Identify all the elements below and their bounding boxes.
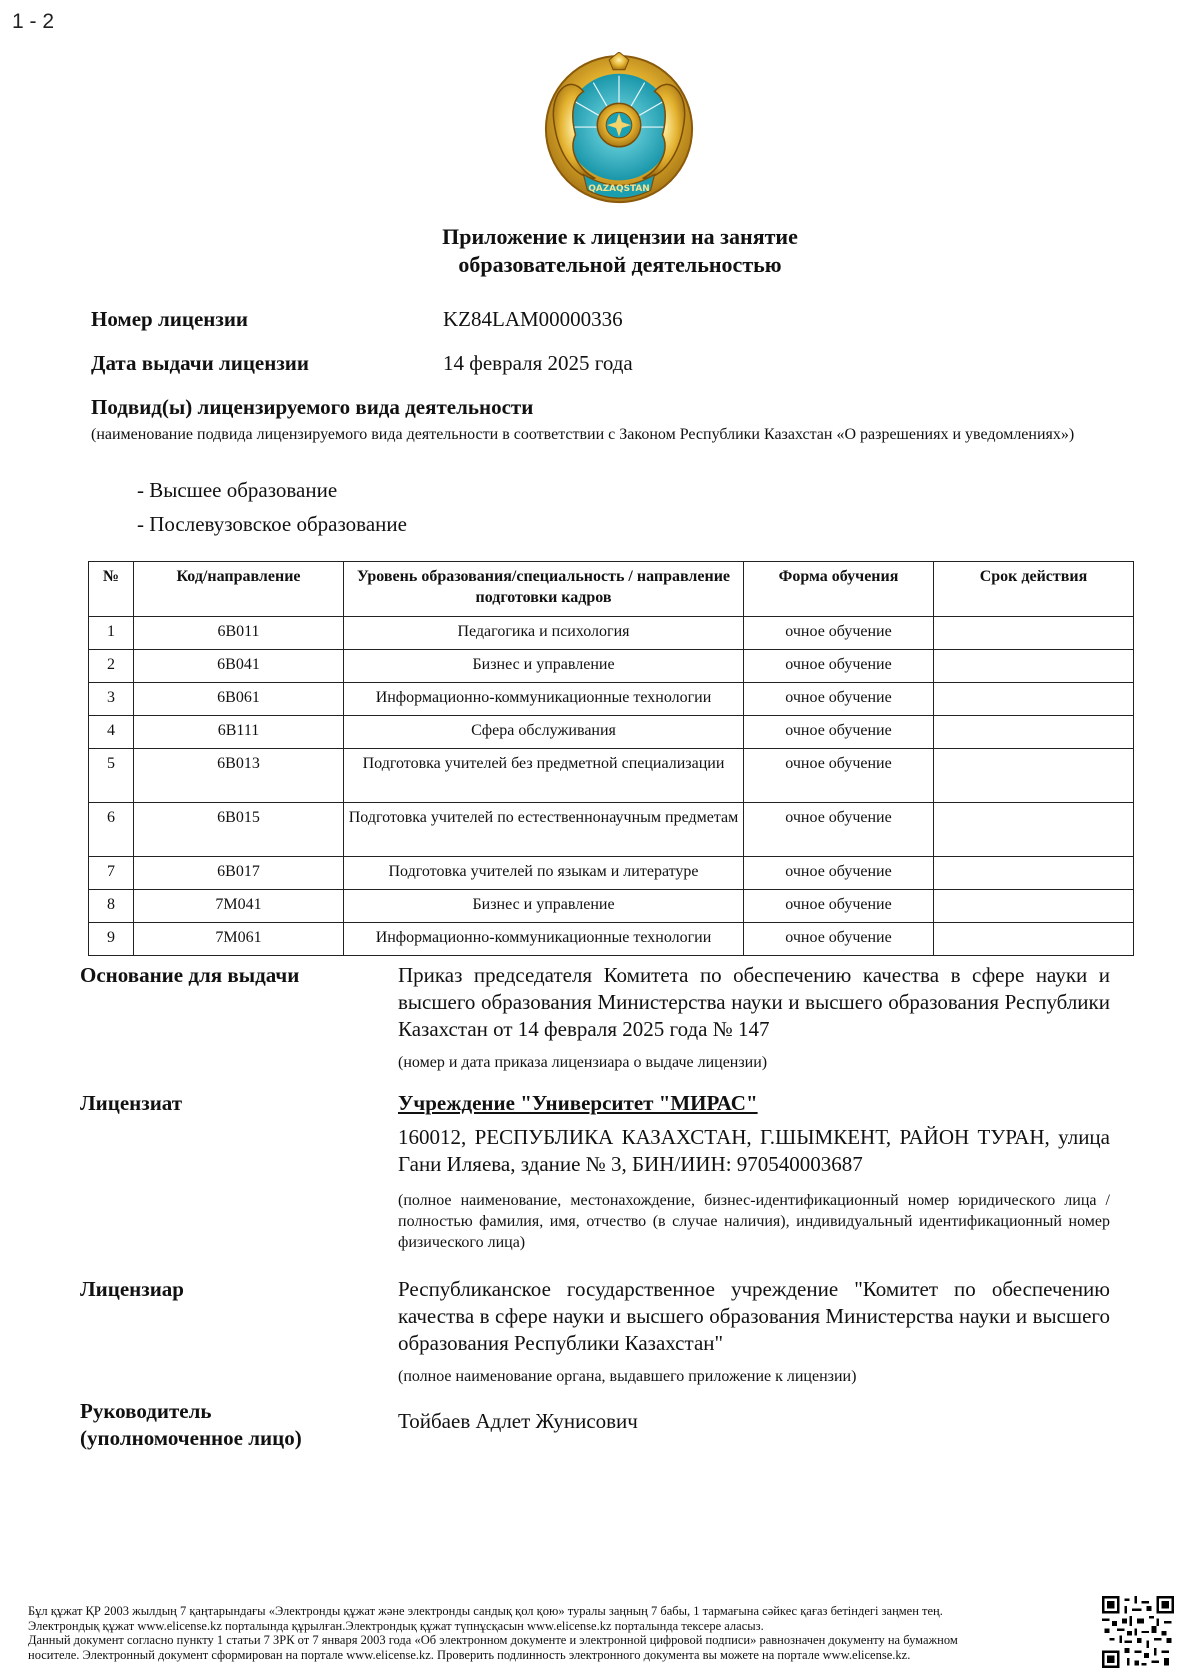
row-specialty: Подготовка учителей по языкам и литературе — [344, 857, 744, 890]
row-term — [934, 650, 1134, 683]
state-emblem-icon — [540, 52, 698, 210]
row-term — [934, 803, 1134, 857]
row-specialty: Информационно-коммуникационные технологии — [344, 923, 744, 956]
row-code: 6B015 — [134, 803, 344, 857]
row-code: 6B111 — [134, 716, 344, 749]
footer-disclaimer — [28, 1604, 1088, 1662]
row-term — [934, 617, 1134, 650]
row-number: 9 — [89, 923, 134, 956]
licensee-note: (полное наименование, местонахождение, бизнес-идентификационный номер юридического лица / полностью фамилия, имя, отчество (в случае наличия), индивидуальный идентификационный номер физического лица) — [398, 1192, 1110, 1251]
table-row — [89, 890, 1134, 923]
row-form: очное обучение — [744, 650, 934, 683]
row-number: 6 — [89, 803, 134, 857]
document-title-line2: образовательной деятельностью — [458, 252, 782, 277]
row-number: 3 — [89, 683, 134, 716]
row-specialty: Подготовка учителей без предметной специализации — [344, 749, 744, 803]
row-term — [934, 716, 1134, 749]
row-term — [934, 923, 1134, 956]
subtype-item: - Послевузовское образование — [137, 512, 407, 536]
head-value: Тойбаев Адлет Жунисович — [398, 1409, 638, 1433]
row-specialty: Бизнес и управление — [344, 890, 744, 923]
row-form: очное обучение — [744, 617, 934, 650]
licensor-label: Лицензиар — [80, 1277, 184, 1301]
basis-value: Приказ председателя Комитета по обеспечению качества в сфере науки и высшего образования Министерства науки и высшего образования Республики Казахстан от 14 февраля 2025 года № 147 — [398, 963, 1110, 1041]
row-specialty: Информационно-коммуникационные технологии — [344, 683, 744, 716]
table-row — [89, 650, 1134, 683]
row-form: очное обучение — [744, 803, 934, 857]
col-term-header: Срок действия — [934, 562, 1134, 617]
row-form: очное обучение — [744, 683, 934, 716]
row-term — [934, 857, 1134, 890]
row-form: очное обучение — [744, 716, 934, 749]
license-number-label: Номер лицензии — [91, 307, 249, 331]
row-term — [934, 683, 1134, 716]
table-row — [89, 716, 1134, 749]
table-row — [89, 749, 1134, 803]
row-code: 6B041 — [134, 650, 344, 683]
row-code: 6B013 — [134, 749, 344, 803]
row-number: 2 — [89, 650, 134, 683]
row-form: очное обучение — [744, 923, 934, 956]
qr-code-icon — [1102, 1596, 1174, 1668]
table-row — [89, 923, 1134, 956]
licensee-name: Учреждение "Университет "МИРАС" — [398, 1091, 758, 1115]
table-row — [89, 683, 1134, 716]
table-row — [89, 617, 1134, 650]
footer-line: Бұл құжат ҚР 2003 жылдың 7 қаңтарындағы «Электронды құжат және электронды сандық қол қою» туралы заңның 7 бабы, 1 тармағына сәйкес қағаз бетіндегі заңмен тең. — [28, 1604, 943, 1618]
row-form: очное обучение — [744, 890, 934, 923]
license-date-value: 14 февраля 2025 года — [443, 351, 633, 375]
footer-line: Данный документ согласно пункту 1 статьи 7 ЗРК от 7 января 2003 года «Об электронном документе и электронной цифровой подписи» равнозначен документу на бумажном — [28, 1633, 958, 1647]
row-specialty: Педагогика и психология — [344, 617, 744, 650]
row-term — [934, 890, 1134, 923]
head-label-line2: (уполномоченное лицо) — [80, 1426, 302, 1450]
licensee-label: Лицензиат — [80, 1091, 183, 1115]
row-specialty: Бизнес и управление — [344, 650, 744, 683]
basis-note: (номер и дата приказа лицензиара о выдаче лицензии) — [398, 1054, 768, 1071]
row-code: 6B017 — [134, 857, 344, 890]
table-row — [89, 803, 1134, 857]
head-label — [80, 1398, 302, 1452]
row-code: 6B011 — [134, 617, 344, 650]
row-specialty: Сфера обслуживания — [344, 716, 744, 749]
row-code: 7M041 — [134, 890, 344, 923]
licensee-address: 160012, РЕСПУБЛИКА КАЗАХСТАН, Г.ШЫМКЕНТ, РАЙОН ТУРАН, улица Гани Иляева, здание № 3, БИН/ИИН: 970540003687 — [398, 1125, 1110, 1176]
row-number: 7 — [89, 857, 134, 890]
row-form: очное обучение — [744, 857, 934, 890]
document-title-line1: Приложение к лицензии на занятие — [442, 224, 798, 249]
col-number-header: № — [89, 562, 134, 617]
licensor-value: Республиканское государственное учреждение "Комитет по обеспечению качества в сфере науки и высшего образования Министерства науки и высшего образования Республики Казахстан" — [398, 1277, 1110, 1355]
emblem-text: QAZAQSTAN — [588, 184, 650, 195]
head-label-line1: Руководитель — [80, 1399, 212, 1423]
basis-label: Основание для выдачи — [80, 963, 300, 987]
row-number: 1 — [89, 617, 134, 650]
col-form-header: Форма обучения — [744, 562, 934, 617]
row-number: 8 — [89, 890, 134, 923]
col-specialty-header: Уровень образования/специальность / направление подготовки кадров — [344, 562, 744, 617]
row-form: очное обучение — [744, 749, 934, 803]
subtype-label: Подвид(ы) лицензируемого вида деятельности — [91, 395, 534, 419]
row-code: 6B061 — [134, 683, 344, 716]
document-title — [300, 223, 940, 279]
subtype-note: (наименование подвида лицензируемого вида деятельности в соответствии с Законом Республики Казахстан «О разрешениях и уведомлениях») — [91, 426, 1075, 443]
table-header-row — [89, 562, 1134, 617]
specialties-table — [88, 561, 1134, 956]
row-code: 7M061 — [134, 923, 344, 956]
row-specialty: Подготовка учителей по естественнонаучным предметам — [344, 803, 744, 857]
licensor-note: (полное наименование органа, выдавшего приложение к лицензии) — [398, 1368, 857, 1385]
row-number: 5 — [89, 749, 134, 803]
footer-line: носителе. Электронный документ сформирован на портале www.elicense.kz. Проверить подлинность электронного документа вы можете на портале www.elicense.kz. — [28, 1647, 911, 1662]
row-number: 4 — [89, 716, 134, 749]
subtype-item: - Высшее образование — [137, 478, 338, 502]
license-date-label: Дата выдачи лицензии — [91, 351, 309, 375]
table-row — [89, 857, 1134, 890]
license-number-value: KZ84LAM00000336 — [443, 307, 623, 331]
col-code-header: Код/направление — [134, 562, 344, 617]
row-term — [934, 749, 1134, 803]
page-number: 1 - 2 — [12, 10, 55, 33]
footer-line: Электрондық құжат www.elicense.kz порталында құрылған.Электрондық құжат түпнұсқасын www.elicense.kz порталында тексере аласыз. — [28, 1618, 764, 1633]
